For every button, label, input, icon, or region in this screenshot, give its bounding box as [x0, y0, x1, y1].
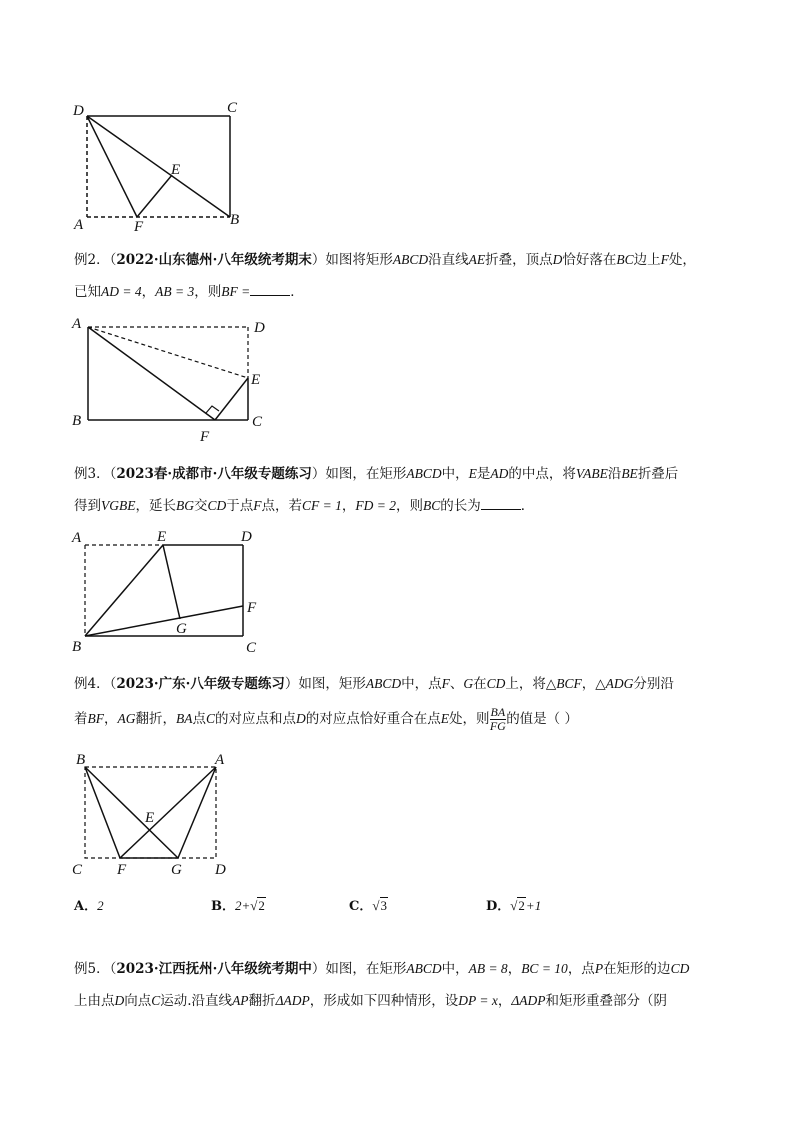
- example-4-line-2: 着BF，AG翻折，BA点C的对应点和点D的对应点恰好重合在点E处，则 $\frac{BA}{FG}$ 的值是（ ）: [74, 705, 578, 733]
- figure-2-rectangle-fold: [68, 312, 278, 447]
- label-F: F: [200, 429, 210, 445]
- label-E: E: [145, 810, 155, 826]
- label-C: C: [252, 414, 263, 430]
- option-b[interactable]: B．2+√2: [211, 898, 265, 914]
- label-C: C: [227, 100, 238, 116]
- label-F: F: [117, 862, 127, 878]
- label-C: C: [246, 640, 257, 655]
- label-C: C: [72, 862, 83, 878]
- label-A: A: [72, 530, 82, 546]
- label-A: A: [215, 752, 225, 768]
- label-D: D: [73, 103, 84, 119]
- label-F: F: [247, 600, 257, 616]
- label-B: B: [72, 639, 82, 655]
- label-E: E: [171, 162, 181, 178]
- label-D: D: [241, 529, 252, 545]
- label-D: D: [215, 862, 226, 878]
- label-A: A: [74, 217, 84, 233]
- option-a[interactable]: A．2: [74, 898, 104, 914]
- example-5-line-1: 例5．（2023·江西抚州·八年级统考期中）如图，在矩形ABCD中，AB = 8，BC = 10，点P在矩形的边CD: [74, 961, 690, 977]
- label-B: B: [230, 212, 240, 228]
- answer-blank: [481, 497, 521, 510]
- label-F: F: [134, 219, 144, 235]
- example-3-line-2: 得到VGBE，延长BG交CD于点F点，若CF = 1，FD = 2，则BC的长为 ．: [74, 498, 535, 514]
- label-B: B: [72, 413, 82, 429]
- label-E: E: [157, 529, 167, 545]
- example-4-line-1: 例4．（2023·广东·八年级专题练习）如图，矩形ABCD中，点F、G在CD上，将△BCF，△ADG分别沿: [74, 676, 674, 692]
- label-B: B: [76, 752, 86, 768]
- example-2-line-1: 例2．（2022·山东德州·八年级统考期末）如图将矩形ABCD沿直线AE折叠，顶点D恰好落在BC边上F处，: [74, 252, 696, 268]
- example-2-line-2: 已知AD = 4，AB = 3，则BF = ．: [74, 284, 304, 300]
- fraction-ba-over-fg: $\frac{BA}{FG}$: [489, 705, 506, 733]
- label-D: D: [254, 320, 265, 336]
- figure-4-rectangle-double-fold: [68, 748, 248, 878]
- label-E: E: [251, 372, 261, 388]
- option-d[interactable]: D．√2+1: [486, 898, 542, 914]
- figure-3-rectangle-fold: [68, 525, 278, 655]
- example-5-line-2: 上由点D向点C运动.沿直线AP翻折ΔADP，形成如下四种情形，设DP = x，ΔADP和矩形重叠部分（阴: [74, 993, 668, 1009]
- answer-blank: [250, 283, 290, 296]
- figure-1-rectangle-fold: [70, 95, 270, 235]
- example-3-line-1: 例3．（2023春·成都市·八年级专题练习）如图，在矩形ABCD中，E是AD的中点，将VABE沿BE折叠后: [74, 466, 679, 482]
- option-c[interactable]: C．√3: [349, 898, 387, 914]
- label-A: A: [72, 316, 82, 332]
- label-G: G: [176, 621, 187, 637]
- label-G: G: [171, 862, 182, 878]
